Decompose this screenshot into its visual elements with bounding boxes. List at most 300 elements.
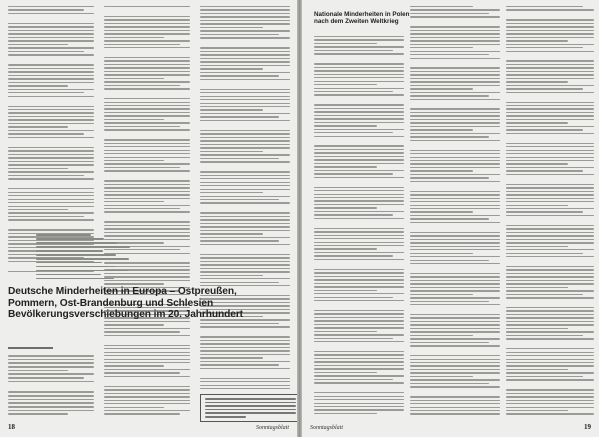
text-line	[8, 140, 94, 144]
text-line	[410, 47, 473, 48]
text-line	[506, 338, 594, 339]
text-line	[506, 359, 594, 360]
text-line	[8, 130, 94, 131]
poem-line	[36, 266, 115, 268]
text-line	[410, 256, 500, 257]
text-line	[506, 105, 594, 106]
text-line	[104, 146, 190, 147]
text-line	[410, 328, 500, 329]
text-line	[410, 359, 500, 360]
text-line	[506, 95, 594, 99]
text-line	[200, 264, 290, 265]
text-line	[8, 116, 94, 117]
text-line	[314, 396, 404, 397]
text-line	[410, 308, 500, 312]
text-line	[410, 390, 500, 394]
text-line	[8, 6, 94, 7]
text-line	[200, 185, 290, 186]
text-line	[314, 94, 404, 95]
text-line	[200, 212, 290, 213]
text-line	[410, 54, 489, 55]
text-line	[104, 215, 190, 219]
page-heading: Nationale Minderheiten in Polen nach dem Zweiten Weltkrieg	[314, 11, 410, 26]
text-line	[506, 184, 594, 185]
text-line	[314, 252, 404, 253]
text-line	[314, 368, 404, 369]
text-line	[200, 161, 290, 162]
text-line	[314, 46, 404, 47]
text-line	[506, 232, 594, 233]
left-column-1	[8, 6, 94, 272]
text-line	[410, 413, 500, 414]
text-line	[410, 290, 500, 291]
text-line	[410, 365, 500, 366]
text-line	[410, 126, 500, 127]
text-line	[104, 108, 190, 109]
text-line	[314, 409, 404, 410]
text-line	[200, 268, 290, 269]
text-line	[104, 139, 190, 140]
text-line	[200, 65, 290, 66]
text-line	[410, 317, 500, 318]
text-line	[104, 153, 190, 154]
text-line	[410, 403, 500, 404]
text-line	[104, 389, 190, 390]
text-line	[8, 212, 94, 213]
text-line	[410, 58, 500, 59]
text-line	[506, 81, 568, 82]
text-line	[104, 143, 190, 144]
text-line	[8, 171, 94, 172]
text-line	[314, 354, 404, 355]
text-line	[506, 342, 594, 346]
text-line	[410, 26, 500, 27]
text-line	[410, 276, 500, 277]
text-line	[200, 388, 290, 389]
note-line	[205, 402, 296, 404]
text-line	[8, 192, 94, 193]
text-line	[314, 159, 404, 160]
poem-line	[36, 274, 101, 276]
text-line	[410, 112, 500, 113]
text-line	[314, 115, 404, 116]
text-line	[410, 177, 489, 178]
text-line	[506, 40, 568, 41]
text-line	[506, 256, 594, 257]
text-line	[104, 407, 164, 408]
text-line	[410, 297, 500, 298]
text-line	[8, 410, 94, 412]
text-line	[8, 112, 94, 113]
text-line	[314, 279, 404, 280]
text-line	[410, 67, 500, 68]
text-line	[104, 400, 190, 401]
text-line	[8, 126, 68, 127]
text-line	[506, 242, 594, 243]
article-author	[8, 347, 53, 349]
text-line	[200, 133, 290, 134]
text-line	[104, 225, 190, 226]
text-line	[104, 338, 190, 342]
text-line	[410, 44, 500, 45]
text-line	[8, 106, 94, 107]
text-line	[104, 6, 190, 7]
text-line	[410, 263, 500, 264]
text-line	[410, 304, 500, 305]
text-line	[314, 163, 404, 164]
publication-mark: Sonntagsblatt	[255, 425, 289, 431]
text-line	[8, 64, 94, 65]
text-line	[410, 160, 500, 161]
text-line	[410, 294, 473, 295]
text-line	[506, 355, 594, 356]
text-line	[314, 200, 404, 201]
text-line	[104, 71, 190, 72]
text-line	[314, 269, 404, 270]
text-line	[506, 177, 594, 181]
text-line	[8, 406, 94, 408]
text-line	[506, 74, 594, 75]
text-line	[314, 372, 377, 373]
text-line	[104, 403, 190, 404]
text-line	[410, 167, 500, 168]
text-line	[314, 211, 404, 212]
text-line	[506, 403, 594, 404]
text-line	[8, 182, 94, 186]
text-line	[410, 191, 500, 192]
poem-line	[36, 262, 102, 264]
text-line	[506, 266, 594, 267]
text-line	[200, 361, 290, 362]
text-line	[410, 342, 489, 343]
text-line	[506, 108, 594, 109]
text-line	[314, 152, 404, 153]
text-line	[314, 338, 393, 339]
text-line	[104, 92, 190, 96]
text-line	[200, 34, 279, 35]
text-line	[506, 372, 594, 373]
text-line	[8, 150, 94, 151]
text-line	[8, 40, 94, 41]
text-line	[8, 175, 84, 176]
text-line	[410, 157, 500, 158]
text-line	[410, 301, 489, 302]
text-line	[314, 170, 404, 171]
text-line	[314, 122, 404, 123]
text-line	[104, 283, 164, 284]
text-line	[314, 187, 404, 188]
text-line	[8, 47, 94, 48]
text-line	[506, 400, 594, 401]
text-line	[314, 259, 404, 260]
text-line	[8, 71, 94, 72]
text-line	[410, 115, 500, 116]
text-line	[410, 345, 500, 346]
text-line	[506, 208, 594, 209]
text-line	[410, 407, 500, 408]
text-line	[506, 239, 594, 240]
text-line	[506, 369, 568, 370]
page-number: 18	[8, 423, 15, 431]
text-line	[200, 58, 290, 59]
text-line	[410, 201, 500, 202]
text-line	[410, 37, 500, 38]
text-line	[104, 232, 190, 233]
text-line	[506, 37, 594, 38]
text-line	[506, 310, 594, 311]
text-line	[314, 98, 404, 102]
text-line	[506, 215, 594, 216]
text-line	[506, 393, 594, 394]
text-line	[314, 180, 404, 184]
text-line	[506, 44, 594, 45]
text-line	[8, 391, 94, 393]
text-line	[104, 85, 180, 86]
text-line	[200, 171, 290, 172]
text-line	[314, 238, 404, 239]
text-line	[314, 70, 404, 71]
text-line	[314, 197, 404, 198]
text-line	[410, 400, 500, 401]
text-line	[200, 154, 290, 155]
text-line	[200, 237, 290, 238]
text-line	[506, 30, 594, 31]
text-line	[314, 177, 404, 178]
text-line	[104, 64, 190, 65]
text-line	[506, 362, 594, 363]
text-line	[200, 261, 290, 262]
text-line	[314, 331, 377, 332]
text-line	[506, 26, 594, 27]
text-line	[104, 211, 190, 212]
text-line	[104, 324, 164, 325]
text-line	[104, 88, 190, 89]
text-line	[410, 6, 473, 7]
text-line	[8, 355, 94, 357]
text-line	[314, 166, 377, 167]
text-line	[314, 214, 393, 215]
text-line	[200, 271, 290, 272]
text-line	[506, 290, 594, 291]
text-line	[200, 61, 290, 62]
text-line	[410, 9, 500, 10]
text-line	[410, 242, 500, 243]
text-line	[104, 133, 190, 137]
left-column-3	[200, 6, 290, 389]
text-line	[104, 413, 180, 414]
text-line	[506, 115, 594, 116]
text-line	[314, 255, 393, 256]
text-line	[200, 147, 290, 148]
text-line	[8, 373, 94, 375]
text-line	[506, 328, 568, 329]
page-number: 19	[584, 423, 591, 431]
text-line	[104, 119, 164, 120]
text-line	[506, 407, 594, 408]
text-line	[410, 133, 500, 134]
text-line	[410, 383, 489, 384]
text-line	[104, 331, 180, 332]
text-line	[104, 33, 190, 34]
text-line	[200, 51, 290, 52]
text-line	[410, 88, 473, 89]
text-line	[506, 163, 568, 164]
text-line	[104, 174, 190, 178]
text-line	[200, 385, 290, 386]
text-line	[314, 173, 393, 174]
text-line	[410, 362, 500, 363]
text-line	[506, 246, 568, 247]
text-line	[8, 362, 94, 364]
text-line	[8, 381, 94, 383]
text-line	[314, 36, 404, 37]
text-line	[506, 235, 594, 236]
text-line	[410, 386, 500, 387]
text-line	[410, 95, 489, 96]
text-line	[506, 9, 594, 10]
text-line	[410, 122, 500, 123]
text-line	[506, 294, 583, 295]
text-line	[8, 161, 94, 162]
text-line	[506, 287, 568, 288]
text-line	[314, 290, 377, 291]
text-line	[104, 16, 190, 17]
text-line	[8, 54, 94, 55]
text-line	[410, 280, 500, 281]
text-line	[200, 68, 263, 69]
text-line	[8, 413, 68, 415]
text-line	[410, 40, 500, 41]
text-line	[314, 242, 404, 243]
text-line	[314, 204, 404, 205]
text-line	[104, 365, 164, 366]
text-line	[506, 335, 583, 336]
text-line	[410, 20, 500, 24]
text-line	[200, 30, 290, 31]
text-line	[410, 376, 473, 377]
text-line	[314, 317, 404, 318]
text-line	[200, 196, 290, 197]
text-line	[200, 326, 290, 327]
text-line	[314, 245, 404, 246]
poem-line	[36, 238, 104, 240]
text-line	[410, 321, 500, 322]
text-line	[410, 410, 500, 411]
text-line	[410, 174, 500, 175]
note-line	[205, 398, 296, 400]
text-line	[506, 19, 594, 20]
text-line	[410, 314, 500, 315]
text-line	[410, 249, 500, 250]
text-line	[314, 386, 404, 390]
text-line	[104, 157, 190, 158]
text-line	[104, 228, 190, 229]
text-line	[104, 40, 190, 41]
text-line	[410, 74, 500, 75]
text-line	[314, 108, 404, 109]
text-line	[200, 79, 290, 80]
text-line	[506, 321, 594, 322]
text-line	[410, 379, 500, 380]
text-line	[410, 246, 500, 247]
text-line	[314, 262, 404, 266]
text-line	[314, 207, 377, 208]
text-line	[104, 163, 190, 164]
text-line	[200, 182, 290, 183]
text-line	[506, 167, 594, 168]
text-line	[506, 150, 594, 151]
text-line	[314, 156, 404, 157]
text-line	[506, 218, 594, 222]
text-line	[200, 233, 263, 234]
text-line	[200, 96, 290, 97]
text-line	[506, 51, 594, 52]
text-line	[410, 396, 500, 397]
text-line	[200, 82, 290, 86]
text-line	[314, 248, 377, 249]
text-line	[104, 328, 190, 329]
text-line	[8, 199, 94, 200]
text-line	[506, 198, 594, 199]
text-line	[104, 78, 164, 79]
text-line	[200, 178, 290, 179]
text-line	[410, 235, 500, 236]
text-line	[410, 102, 500, 106]
text-line	[506, 170, 583, 171]
text-line	[104, 362, 190, 363]
text-line	[410, 85, 500, 86]
text-line	[200, 6, 290, 7]
text-line	[8, 33, 94, 34]
text-line	[506, 187, 594, 188]
text-line	[200, 13, 290, 14]
text-line	[200, 206, 290, 210]
text-line	[8, 109, 94, 110]
text-line	[314, 53, 404, 54]
text-line	[200, 92, 290, 93]
text-line	[104, 167, 180, 168]
text-line	[314, 67, 404, 68]
text-line	[314, 341, 404, 342]
text-line	[104, 205, 190, 206]
text-line	[314, 406, 404, 407]
text-line	[200, 54, 290, 55]
text-line	[506, 273, 594, 274]
text-line	[104, 60, 190, 61]
text-line	[410, 266, 500, 270]
text-line	[104, 105, 190, 106]
text-line	[506, 13, 594, 17]
text-line	[200, 151, 263, 152]
text-line	[506, 157, 594, 158]
text-line	[104, 345, 190, 346]
text-line	[314, 403, 404, 404]
text-line	[314, 379, 393, 380]
text-line	[410, 184, 500, 188]
text-line	[410, 51, 500, 52]
text-line	[506, 194, 594, 195]
text-line	[200, 350, 290, 351]
text-line	[410, 170, 473, 171]
text-line	[104, 198, 190, 199]
text-line	[314, 382, 404, 383]
text-line	[314, 300, 404, 301]
text-line	[506, 205, 568, 206]
text-line	[314, 50, 393, 51]
text-line	[314, 320, 404, 321]
text-line	[104, 44, 180, 45]
note-line	[205, 412, 296, 414]
